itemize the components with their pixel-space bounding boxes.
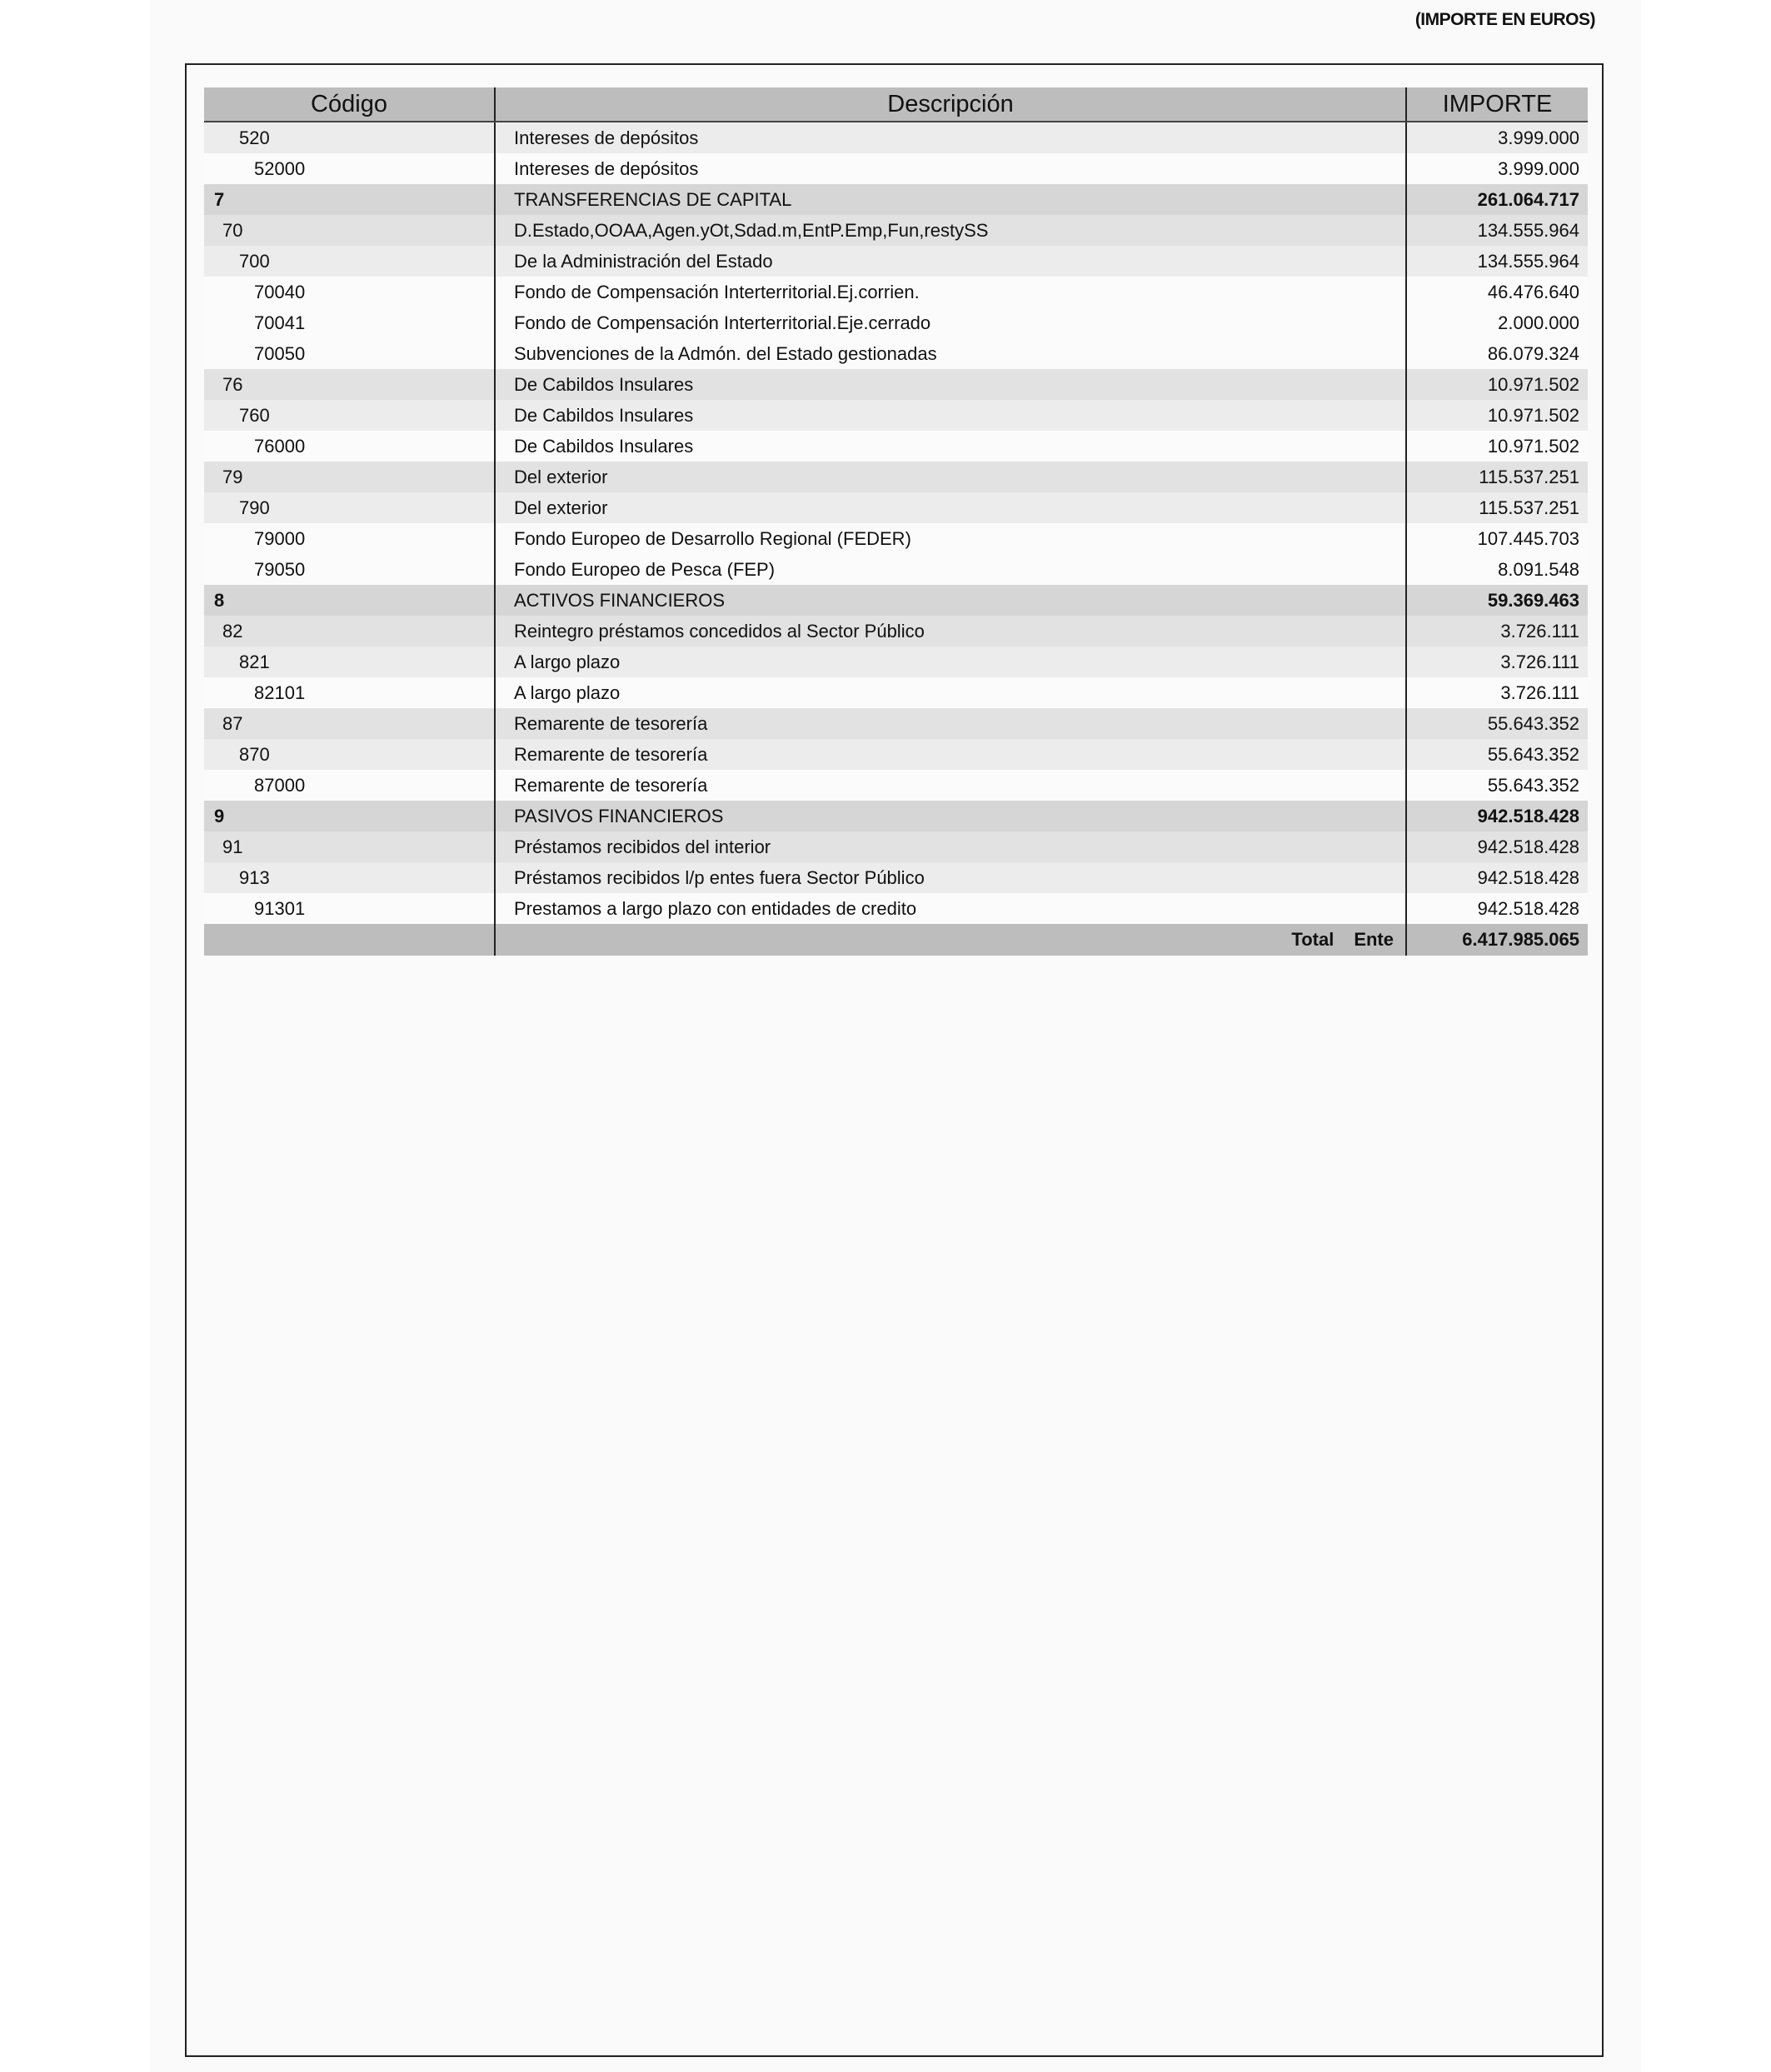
total-row bbox=[204, 924, 1588, 956]
description-cell: De Cabildos Insulares bbox=[495, 369, 1406, 400]
code-cell: 87000 bbox=[204, 770, 495, 801]
table-row bbox=[204, 677, 1588, 708]
table-row bbox=[204, 153, 1588, 184]
table-row bbox=[204, 246, 1588, 277]
code-cell: 91 bbox=[204, 831, 495, 862]
amount-cell: 942.518.428 bbox=[1406, 831, 1588, 862]
code-cell: 8 bbox=[204, 585, 495, 616]
amount-cell: 10.971.502 bbox=[1406, 369, 1588, 400]
column-header-description: Descripción bbox=[495, 87, 1406, 122]
table-body bbox=[204, 122, 1588, 924]
description-cell: ACTIVOS FINANCIEROS bbox=[495, 585, 1406, 616]
code-cell: 870 bbox=[204, 739, 495, 770]
table-row bbox=[204, 523, 1588, 554]
table-header-row bbox=[204, 87, 1588, 122]
code-cell: 70050 bbox=[204, 338, 495, 369]
amount-cell: 942.518.428 bbox=[1406, 801, 1588, 831]
code-cell: 79 bbox=[204, 462, 495, 492]
code-cell: 790 bbox=[204, 492, 495, 523]
code-cell: 9 bbox=[204, 801, 495, 831]
amount-cell: 261.064.717 bbox=[1406, 184, 1588, 215]
code-cell: 79050 bbox=[204, 554, 495, 585]
amount-cell: 3.999.000 bbox=[1406, 122, 1588, 153]
table-row bbox=[204, 307, 1588, 338]
amount-cell: 55.643.352 bbox=[1406, 770, 1588, 801]
table-row bbox=[204, 338, 1588, 369]
amount-cell: 3.999.000 bbox=[1406, 153, 1588, 184]
amount-cell: 8.091.548 bbox=[1406, 554, 1588, 585]
table-row bbox=[204, 862, 1588, 893]
table-row bbox=[204, 708, 1588, 739]
description-cell: D.Estado,OOAA,Agen.yOt,Sdad.m,EntP.Emp,Fun,restySS bbox=[495, 215, 1406, 246]
table-row bbox=[204, 122, 1588, 153]
code-cell: 87 bbox=[204, 708, 495, 739]
table-row bbox=[204, 462, 1588, 492]
code-cell: 82101 bbox=[204, 677, 495, 708]
table-row bbox=[204, 616, 1588, 647]
description-cell: Prestamos a largo plazo con entidades de credito bbox=[495, 893, 1406, 924]
amount-cell: 107.445.703 bbox=[1406, 523, 1588, 554]
code-cell: 76 bbox=[204, 369, 495, 400]
description-cell: Fondo Europeo de Pesca (FEP) bbox=[495, 554, 1406, 585]
amount-cell: 3.726.111 bbox=[1406, 647, 1588, 677]
amount-cell: 10.971.502 bbox=[1406, 400, 1588, 431]
table-row bbox=[204, 554, 1588, 585]
total-code-cell bbox=[204, 924, 495, 956]
table-row bbox=[204, 739, 1588, 770]
table-row bbox=[204, 369, 1588, 400]
amount-cell: 3.726.111 bbox=[1406, 677, 1588, 708]
description-cell: Del exterior bbox=[495, 492, 1406, 523]
description-cell: A largo plazo bbox=[495, 647, 1406, 677]
description-cell: Remarente de tesorería bbox=[495, 739, 1406, 770]
description-cell: Fondo de Compensación Interterritorial.Eje.cerrado bbox=[495, 307, 1406, 338]
amount-cell: 115.537.251 bbox=[1406, 462, 1588, 492]
description-cell: Subvenciones de la Admón. del Estado gestionadas bbox=[495, 338, 1406, 369]
description-cell: Préstamos recibidos del interior bbox=[495, 831, 1406, 862]
total-entity-label: Ente bbox=[1354, 929, 1394, 950]
code-cell: 760 bbox=[204, 400, 495, 431]
description-cell: De la Administración del Estado bbox=[495, 246, 1406, 277]
amount-cell: 942.518.428 bbox=[1406, 893, 1588, 924]
amount-cell: 2.000.000 bbox=[1406, 307, 1588, 338]
table-row bbox=[204, 801, 1588, 831]
table-row bbox=[204, 770, 1588, 801]
code-cell: 82 bbox=[204, 616, 495, 647]
table-row bbox=[204, 585, 1588, 616]
code-cell: 79000 bbox=[204, 523, 495, 554]
table-row bbox=[204, 647, 1588, 677]
description-cell: Remarente de tesorería bbox=[495, 708, 1406, 739]
amount-cell: 59.369.463 bbox=[1406, 585, 1588, 616]
code-cell: 7 bbox=[204, 184, 495, 215]
code-cell: 821 bbox=[204, 647, 495, 677]
total-amount: 6.417.985.065 bbox=[1406, 924, 1588, 956]
amount-cell: 55.643.352 bbox=[1406, 739, 1588, 770]
description-cell: De Cabildos Insulares bbox=[495, 431, 1406, 462]
table-frame bbox=[185, 63, 1604, 2057]
table-row bbox=[204, 277, 1588, 307]
description-cell: Fondo de Compensación Interterritorial.Ej.corrien. bbox=[495, 277, 1406, 307]
column-header-amount: IMPORTE bbox=[1406, 87, 1588, 122]
code-cell: 76000 bbox=[204, 431, 495, 462]
code-cell: 91301 bbox=[204, 893, 495, 924]
amount-cell: 3.726.111 bbox=[1406, 616, 1588, 647]
column-header-code: Código bbox=[204, 87, 495, 122]
code-cell: 70 bbox=[204, 215, 495, 246]
description-cell: A largo plazo bbox=[495, 677, 1406, 708]
code-cell: 520 bbox=[204, 122, 495, 153]
description-cell: De Cabildos Insulares bbox=[495, 400, 1406, 431]
description-cell: Fondo Europeo de Desarrollo Regional (FEDER) bbox=[495, 523, 1406, 554]
description-cell: Del exterior bbox=[495, 462, 1406, 492]
description-cell: Intereses de depósitos bbox=[495, 153, 1406, 184]
total-label-cell bbox=[495, 924, 1406, 956]
table-row bbox=[204, 831, 1588, 862]
description-cell: Remarente de tesorería bbox=[495, 770, 1406, 801]
budget-table bbox=[204, 87, 1588, 956]
code-cell: 70041 bbox=[204, 307, 495, 338]
table-row bbox=[204, 400, 1588, 431]
amount-cell: 942.518.428 bbox=[1406, 862, 1588, 893]
description-cell: PASIVOS FINANCIEROS bbox=[495, 801, 1406, 831]
description-cell: Intereses de depósitos bbox=[495, 122, 1406, 153]
units-note: (IMPORTE EN EUROS) bbox=[1414, 10, 1595, 29]
amount-cell: 10.971.502 bbox=[1406, 431, 1588, 462]
table-row bbox=[204, 893, 1588, 924]
amount-cell: 134.555.964 bbox=[1406, 246, 1588, 277]
table-row bbox=[204, 431, 1588, 462]
description-cell: Reintegro préstamos concedidos al Sector Público bbox=[495, 616, 1406, 647]
amount-cell: 46.476.640 bbox=[1406, 277, 1588, 307]
table-row bbox=[204, 184, 1588, 215]
description-cell: Préstamos recibidos l/p entes fuera Sector Público bbox=[495, 862, 1406, 893]
description-cell: TRANSFERENCIAS DE CAPITAL bbox=[495, 184, 1406, 215]
amount-cell: 55.643.352 bbox=[1406, 708, 1588, 739]
amount-cell: 86.079.324 bbox=[1406, 338, 1588, 369]
table-row bbox=[204, 215, 1588, 246]
document-page bbox=[150, 0, 1641, 2072]
amount-cell: 134.555.964 bbox=[1406, 215, 1588, 246]
code-cell: 700 bbox=[204, 246, 495, 277]
code-cell: 70040 bbox=[204, 277, 495, 307]
table-row bbox=[204, 492, 1588, 523]
total-label: Total bbox=[1291, 929, 1334, 950]
code-cell: 52000 bbox=[204, 153, 495, 184]
amount-cell: 115.537.251 bbox=[1406, 492, 1588, 523]
code-cell: 913 bbox=[204, 862, 495, 893]
